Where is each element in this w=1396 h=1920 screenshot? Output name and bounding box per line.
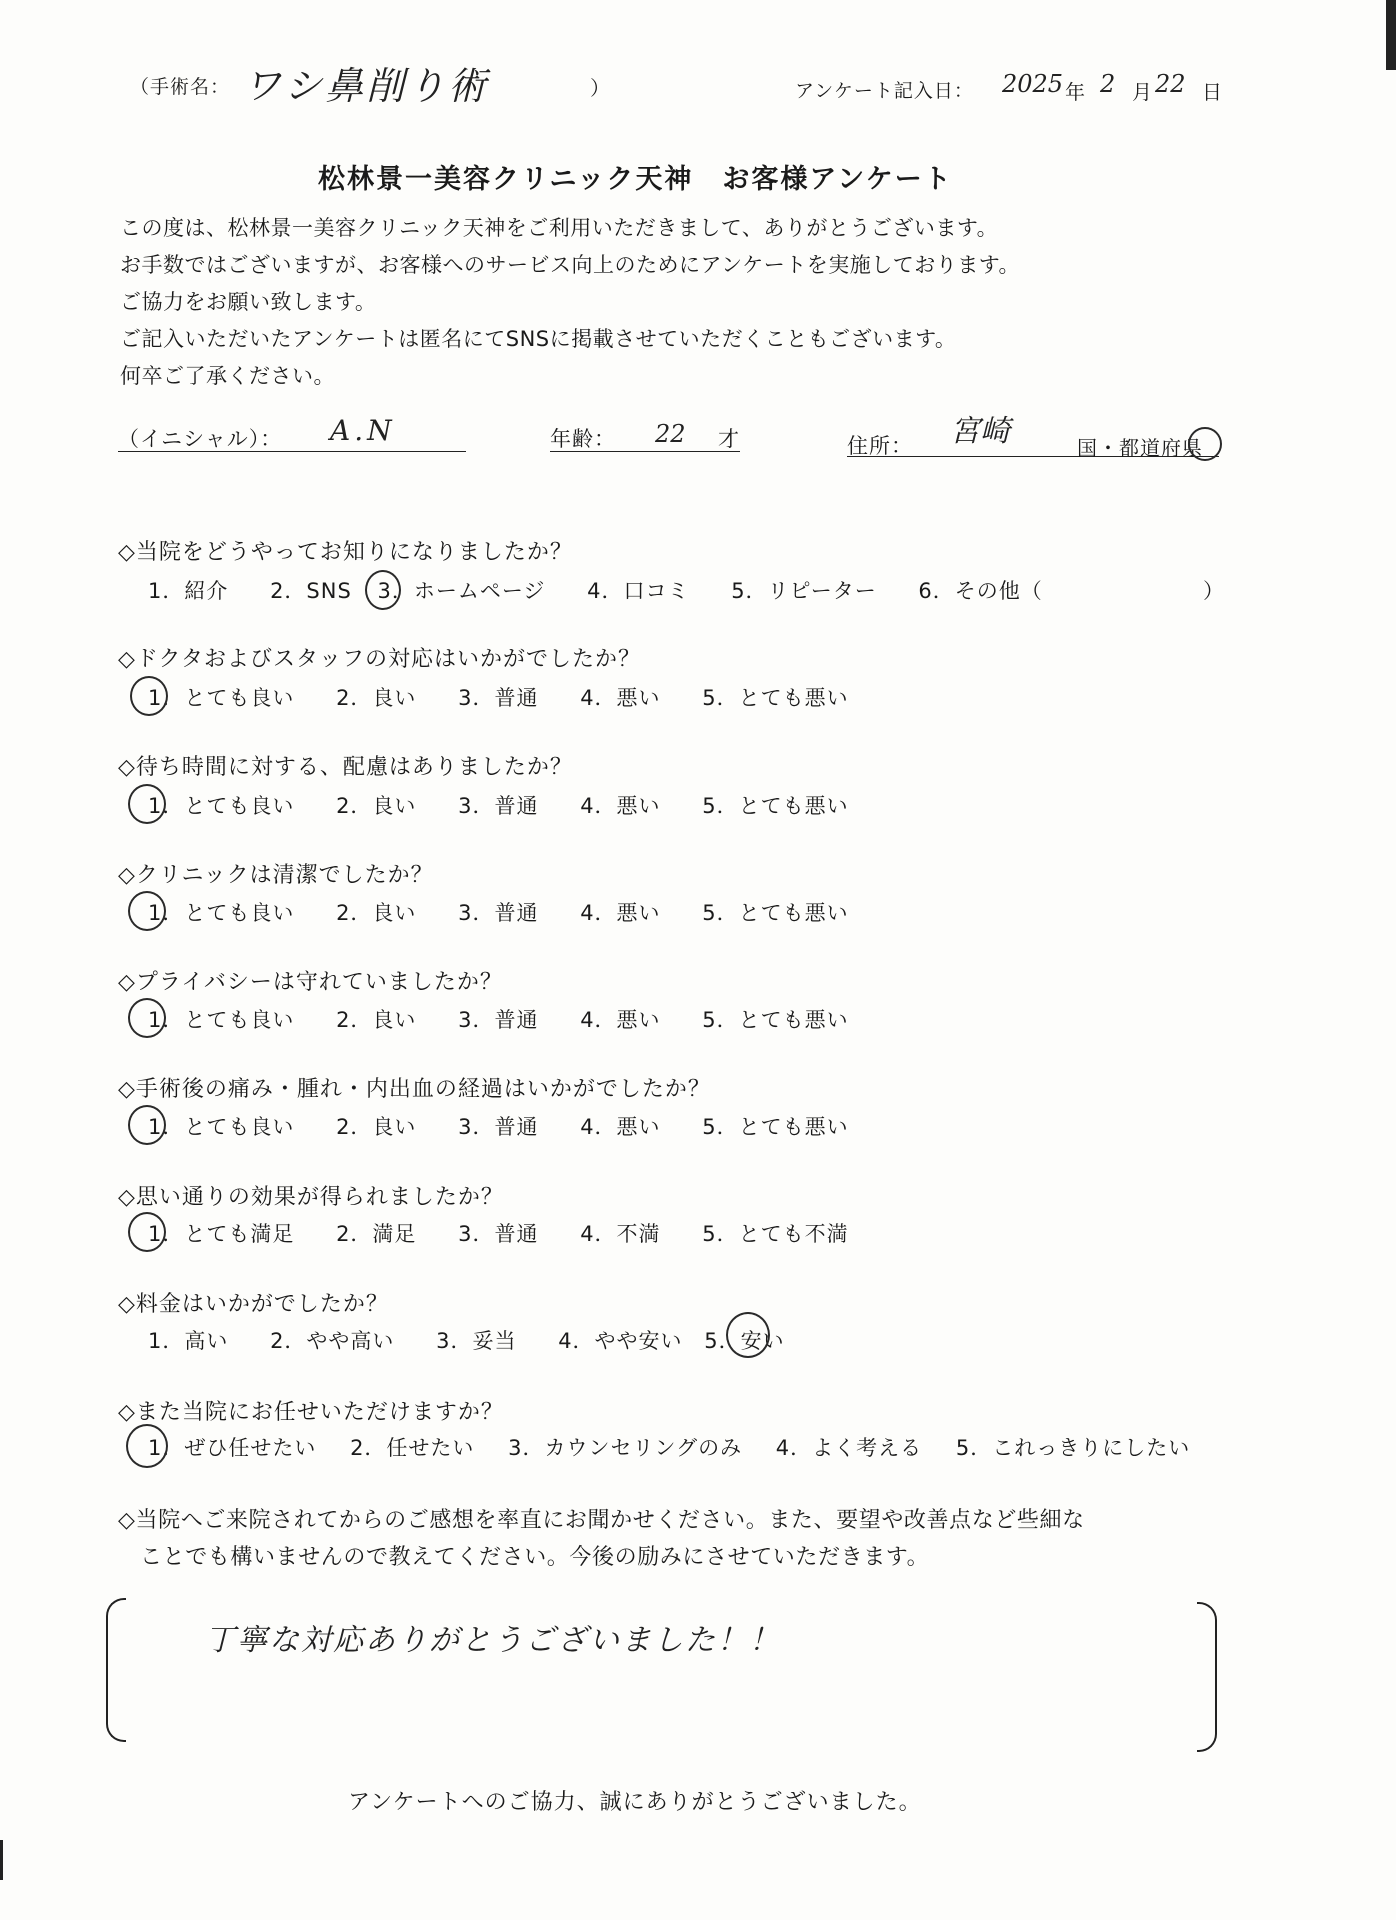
age-value[interactable]: 22 bbox=[655, 420, 686, 448]
option-3[interactable]: 3．カウンセリングのみ bbox=[508, 1436, 743, 1460]
option-1[interactable]: 1．とても良い bbox=[148, 1115, 295, 1139]
comment-box-right-bracket bbox=[1197, 1602, 1217, 1752]
surgery-label-close: ） bbox=[590, 76, 611, 100]
question-options bbox=[148, 1004, 883, 1034]
scan-edge-mark bbox=[1386, 0, 1396, 70]
age-label: 年齢： bbox=[550, 427, 616, 451]
option-2[interactable]: 2．良い bbox=[336, 1008, 417, 1032]
scan-edge-mark bbox=[0, 1840, 3, 1880]
date-year-unit: 年 bbox=[1065, 80, 1086, 104]
answer-circle bbox=[130, 676, 168, 716]
intro-line: ご協力をお願い致します。 bbox=[120, 290, 377, 314]
question-options bbox=[148, 1325, 819, 1355]
option-6[interactable]: 6．その他（ bbox=[918, 579, 1043, 603]
prefecture-selection-circle bbox=[1188, 427, 1222, 461]
surgery-label: （手術名： bbox=[130, 76, 231, 98]
answer-circle bbox=[126, 1424, 168, 1468]
option-3[interactable]: 3．普通 bbox=[458, 901, 539, 925]
answer-circle bbox=[128, 1105, 166, 1145]
date-month-unit: 月 bbox=[1132, 80, 1153, 104]
question-title: ◇ドクタおよびスタッフの対応はいかがでしたか？ bbox=[118, 647, 642, 672]
option-5[interactable]: 5．リピーター bbox=[731, 579, 877, 603]
question-options bbox=[148, 1111, 883, 1141]
option-4[interactable]: 4．悪い bbox=[580, 1115, 661, 1139]
option-3[interactable]: 3．普通 bbox=[458, 1115, 539, 1139]
intro-line: 何卒ご了承ください。 bbox=[120, 364, 335, 388]
option-3[interactable]: 3．普通 bbox=[458, 1008, 539, 1032]
question-title: ◇当院をどうやってお知りになりましたか？ bbox=[118, 540, 573, 565]
option-5[interactable]: 5．とても悪い bbox=[702, 901, 849, 925]
option-4[interactable]: 4．悪い bbox=[580, 794, 661, 818]
option-2[interactable]: 2．良い bbox=[336, 1115, 417, 1139]
question-title: ◇思い通りの効果が得られましたか？ bbox=[118, 1185, 504, 1210]
intro-line: お手数ではございますが、お客様へのサービス向上のためにアンケートを実施しております。 bbox=[120, 253, 1021, 277]
option-3[interactable]: 3．ホームページ bbox=[377, 579, 546, 603]
option-3[interactable]: 3．普通 bbox=[458, 686, 539, 710]
option-2[interactable]: 2．任せたい bbox=[350, 1436, 475, 1460]
footer-thanks: アンケートへのご協力、誠にありがとうございました。 bbox=[348, 1790, 922, 1815]
option-6-close: ） bbox=[1203, 579, 1225, 603]
option-3[interactable]: 3．普通 bbox=[458, 794, 539, 818]
page-title: 松林景一美容クリニック天神 お客様アンケート bbox=[318, 164, 953, 195]
option-4[interactable]: 4．悪い bbox=[580, 1008, 661, 1032]
option-2[interactable]: 2．SNS bbox=[270, 579, 352, 603]
date-day: 22 bbox=[1155, 70, 1186, 98]
address-suffix: 国・都道府県 bbox=[1077, 436, 1203, 460]
question-title: ◇プライバシーは守れていましたか？ bbox=[118, 970, 503, 995]
option-1[interactable]: 1．紹介 bbox=[148, 579, 229, 603]
option-5[interactable]: 5．安い bbox=[704, 1329, 785, 1353]
date-label: アンケート記入日： bbox=[795, 80, 974, 102]
option-2[interactable]: 2．良い bbox=[336, 686, 417, 710]
date-day-unit: 日 bbox=[1202, 80, 1223, 104]
option-2[interactable]: 2．良い bbox=[336, 901, 417, 925]
answer-circle bbox=[128, 784, 166, 824]
option-1[interactable]: 1．とても良い bbox=[148, 686, 295, 710]
option-5[interactable]: 5．これっきりにしたい bbox=[955, 1436, 1191, 1460]
comment-prompt-line: ことでも構いませんので教えてください。今後の励みにさせていただきます。 bbox=[140, 1545, 930, 1570]
answer-circle bbox=[128, 1212, 166, 1252]
intro-line: この度は、松林景一美容クリニック天神をご利用いただきまして、ありがとうございます。 bbox=[120, 216, 999, 240]
surgery-name: ワシ鼻削り術 bbox=[243, 64, 490, 108]
option-4[interactable]: 4．よく考える bbox=[775, 1436, 923, 1460]
option-5[interactable]: 5．とても悪い bbox=[702, 794, 849, 818]
option-4[interactable]: 4．悪い bbox=[580, 686, 661, 710]
question-options bbox=[148, 790, 883, 820]
option-4[interactable]: 4．悪い bbox=[580, 901, 661, 925]
option-2[interactable]: 2．良い bbox=[336, 794, 417, 818]
option-5[interactable]: 5．とても不満 bbox=[702, 1222, 849, 1246]
initial-value[interactable]: A.N bbox=[330, 414, 396, 447]
option-2[interactable]: 2．満足 bbox=[336, 1222, 417, 1246]
option-4[interactable]: 4．不満 bbox=[580, 1222, 661, 1246]
comment-prompt-line: ◇当院へご来院されてからのご感想を率直にお聞かせください。また、要望や改善点など些細な bbox=[118, 1508, 1085, 1533]
option-1[interactable]: 1．とても良い bbox=[148, 901, 295, 925]
answer-circle bbox=[128, 891, 166, 931]
address-label: 住所： bbox=[847, 434, 913, 458]
question-title: ◇待ち時間に対する、配慮はありましたか？ bbox=[118, 755, 573, 780]
comment-box-left-bracket bbox=[106, 1598, 126, 1742]
option-5[interactable]: 5．とても悪い bbox=[702, 1115, 849, 1139]
answer-circle bbox=[726, 1312, 770, 1358]
question-options bbox=[148, 1432, 1224, 1462]
intro-line: ご記入いただいたアンケートは匿名にてSNSに掲載させていただくこともございます。 bbox=[120, 327, 957, 351]
question-title: ◇クリニックは清潔でしたか？ bbox=[118, 863, 434, 888]
option-1[interactable]: 1．ぜひ任せたい bbox=[148, 1436, 317, 1460]
option-4[interactable]: 4．口コミ bbox=[587, 579, 690, 603]
answer-circle bbox=[365, 570, 401, 610]
intro-paragraph bbox=[120, 210, 1020, 395]
initial-label: （イニシャル）： bbox=[118, 427, 283, 451]
option-1[interactable]: 1．とても良い bbox=[148, 1008, 295, 1032]
question-options bbox=[148, 575, 1077, 605]
option-5[interactable]: 5．とても悪い bbox=[702, 686, 849, 710]
date-month: 2 bbox=[1100, 70, 1116, 98]
question-title: ◇また当院にお任せいただけますか？ bbox=[118, 1400, 504, 1425]
option-3[interactable]: 3．妥当 bbox=[436, 1329, 517, 1353]
question-title: ◇料金はいかがでしたか？ bbox=[118, 1292, 389, 1317]
comment-answer[interactable]: 丁寧な対応ありがとうございました！！ bbox=[205, 1623, 781, 1658]
question-options bbox=[148, 682, 883, 712]
address-value[interactable]: 宮崎 bbox=[950, 414, 1010, 449]
option-1[interactable]: 1．とても満足 bbox=[148, 1222, 295, 1246]
option-4[interactable]: 4．やや安い bbox=[558, 1329, 683, 1353]
question-options bbox=[148, 897, 883, 927]
option-3[interactable]: 3．普通 bbox=[458, 1222, 539, 1246]
question-title: ◇手術後の痛み・腫れ・内出血の経過はいかがでしたか？ bbox=[118, 1077, 711, 1102]
option-1[interactable]: 1．とても良い bbox=[148, 794, 295, 818]
option-5[interactable]: 5．とても悪い bbox=[702, 1008, 849, 1032]
answer-circle bbox=[128, 998, 166, 1038]
date-year: 2025 bbox=[1002, 70, 1064, 98]
question-options bbox=[148, 1218, 883, 1248]
option-2[interactable]: 2．やや高い bbox=[270, 1329, 395, 1353]
option-1[interactable]: 1．高い bbox=[148, 1329, 229, 1353]
age-unit: 才 bbox=[718, 427, 740, 451]
